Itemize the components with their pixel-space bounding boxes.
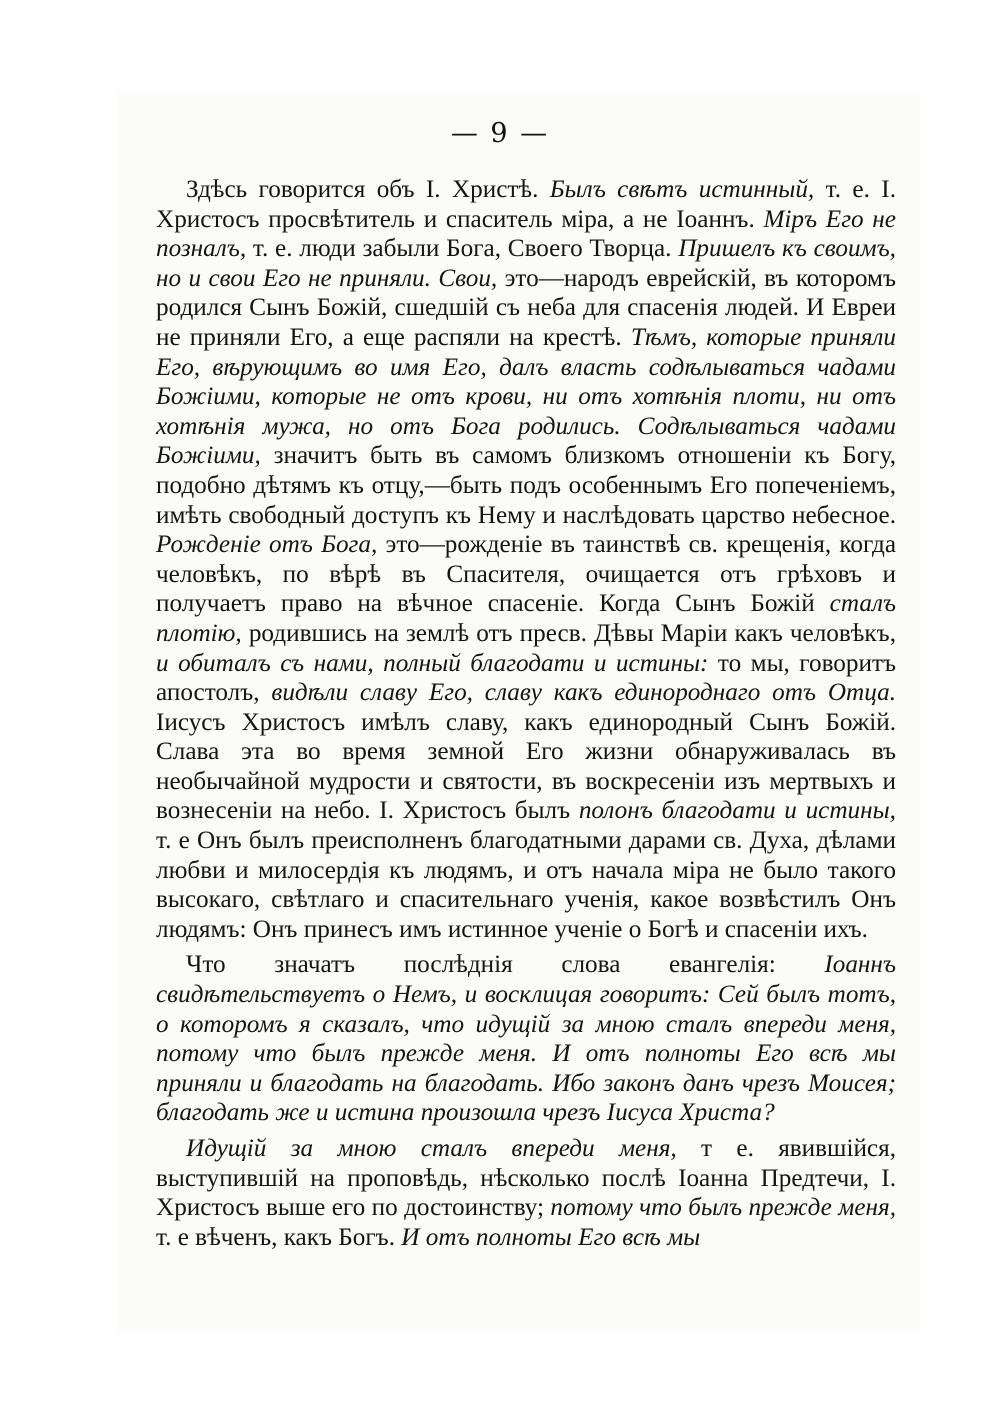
text-body	[156, 175, 896, 1252]
text-segment: т. е Онъ былъ преисполненъ благодатными дарами св. Духа, дѣлами любви и милосердія къ людямъ, и отъ начала міра не было такого высокаго, свѣтлаго и спасительнаго ученія, какое возвѣстилъ Онъ людямъ: Онъ принесъ имъ истинное ученіе о Богѣ и спасеніи ихъ.	[156, 827, 896, 943]
italic-segment: и обиталъ съ нами, полный благодати и истины:	[156, 649, 709, 677]
italic-segment: И отъ полноты Его всѣ мы	[401, 1223, 701, 1251]
italic-segment: потому что былъ прежде меня,	[550, 1194, 896, 1222]
text-segment: т. е вѣченъ, какъ Богъ.	[156, 1223, 402, 1251]
italic-segment: Іоаннъ свидѣтельствуетъ о Немъ, и восклицая говоритъ: Сей былъ тотъ, о которомъ я сказалъ, что идущій за мною сталъ впереди меня, потому что былъ прежде меня. И отъ полноты Его всѣ мы приняли и благодать на благодать. Ибо законъ данъ чрезъ Моисея; благодать же и истина произошла чрезъ Іисуса Христа?	[156, 951, 896, 1127]
text-segment: значитъ быть въ самомъ близкомъ отношеніи къ Богу, подобно дѣтямъ къ отцу,—быть подъ особеннымъ Его попеченіемъ, имѣть свободный доступъ къ Нему и наслѣдовать царство небесное.	[156, 442, 896, 529]
paragraph-1	[156, 175, 896, 944]
text-segment: то мы, говоритъ апостолъ,	[156, 649, 896, 707]
text-segment: Іисусъ Христосъ имѣлъ славу, какъ единородный Сынъ Божій. Слава эта во время земной Его жизни обнаруживалась въ необычайной мудрости и святости, въ воскресеніи изъ мертвыхъ и вознесеніи на небо. І. Христосъ былъ	[156, 708, 896, 825]
text-segment: т. е. люди забыли Бога, Своего Творца.	[246, 235, 679, 263]
text-segment: т е. явившійся, выступившій на проповѣдь, нѣсколько послѣ Іоанна Предтечи, І. Христосъ выше его по достоинству;	[156, 1135, 896, 1222]
italic-segment: Рожденіе отъ Бога,	[156, 531, 378, 559]
italic-segment: Былъ свѣтъ истинный,	[549, 176, 815, 203]
paragraph-3	[156, 1134, 896, 1252]
paragraph-2	[156, 950, 896, 1128]
italic-segment: Тѣмъ, которые приняли Его, вѣрующимъ во имя Его, далъ власть содѣлываться чадами Божіими, которые не отъ крови, ни отъ хотѣнія плоти, ни отъ хотѣнія мужа, но отъ Бога родились. Содѣлываться чадами Божіими,	[156, 323, 896, 470]
text-segment: родившись на землѣ отъ пресв. Дѣвы Маріи какъ человѣкъ,	[241, 619, 896, 647]
italic-segment: видѣли славу Его, славу какъ единороднаго отъ Отца.	[271, 679, 896, 707]
text-segment: это—рожденіе въ таинствѣ св. крещенія, когда человѣкъ, по вѣрѣ въ Спасителя, очищается отъ грѣховъ и получаетъ право на вѣчное спасеніе. Когда Сынъ Божій	[156, 531, 897, 618]
italic-segment: Пришелъ къ своимъ, но и свои Его не приняли. Свои,	[156, 235, 896, 292]
italic-segment: Идущій за мною сталъ впереди меня,	[186, 1135, 677, 1162]
italic-segment: Міръ Его не позналъ,	[156, 205, 896, 263]
text-segment: это—народъ еврейскій, въ которомъ родился Сынъ Божій, сшедшій съ неба для спасенія людей. И Евреи не приняли Его, а еще распяли на крестѣ.	[156, 264, 896, 351]
text-segment: т. е. І. Христосъ просвѣтитель и спаситель міра, а не Іоаннъ.	[156, 176, 896, 233]
page-number: — 9 —	[450, 118, 550, 149]
italic-segment: полонъ благодати и истины,	[578, 797, 896, 825]
italic-segment: сталъ плотію,	[156, 590, 896, 647]
text-segment: Здѣсь говорится объ І. Христѣ.	[186, 176, 550, 203]
text-segment: Что значатъ послѣднія слова евангелія:	[186, 951, 825, 979]
